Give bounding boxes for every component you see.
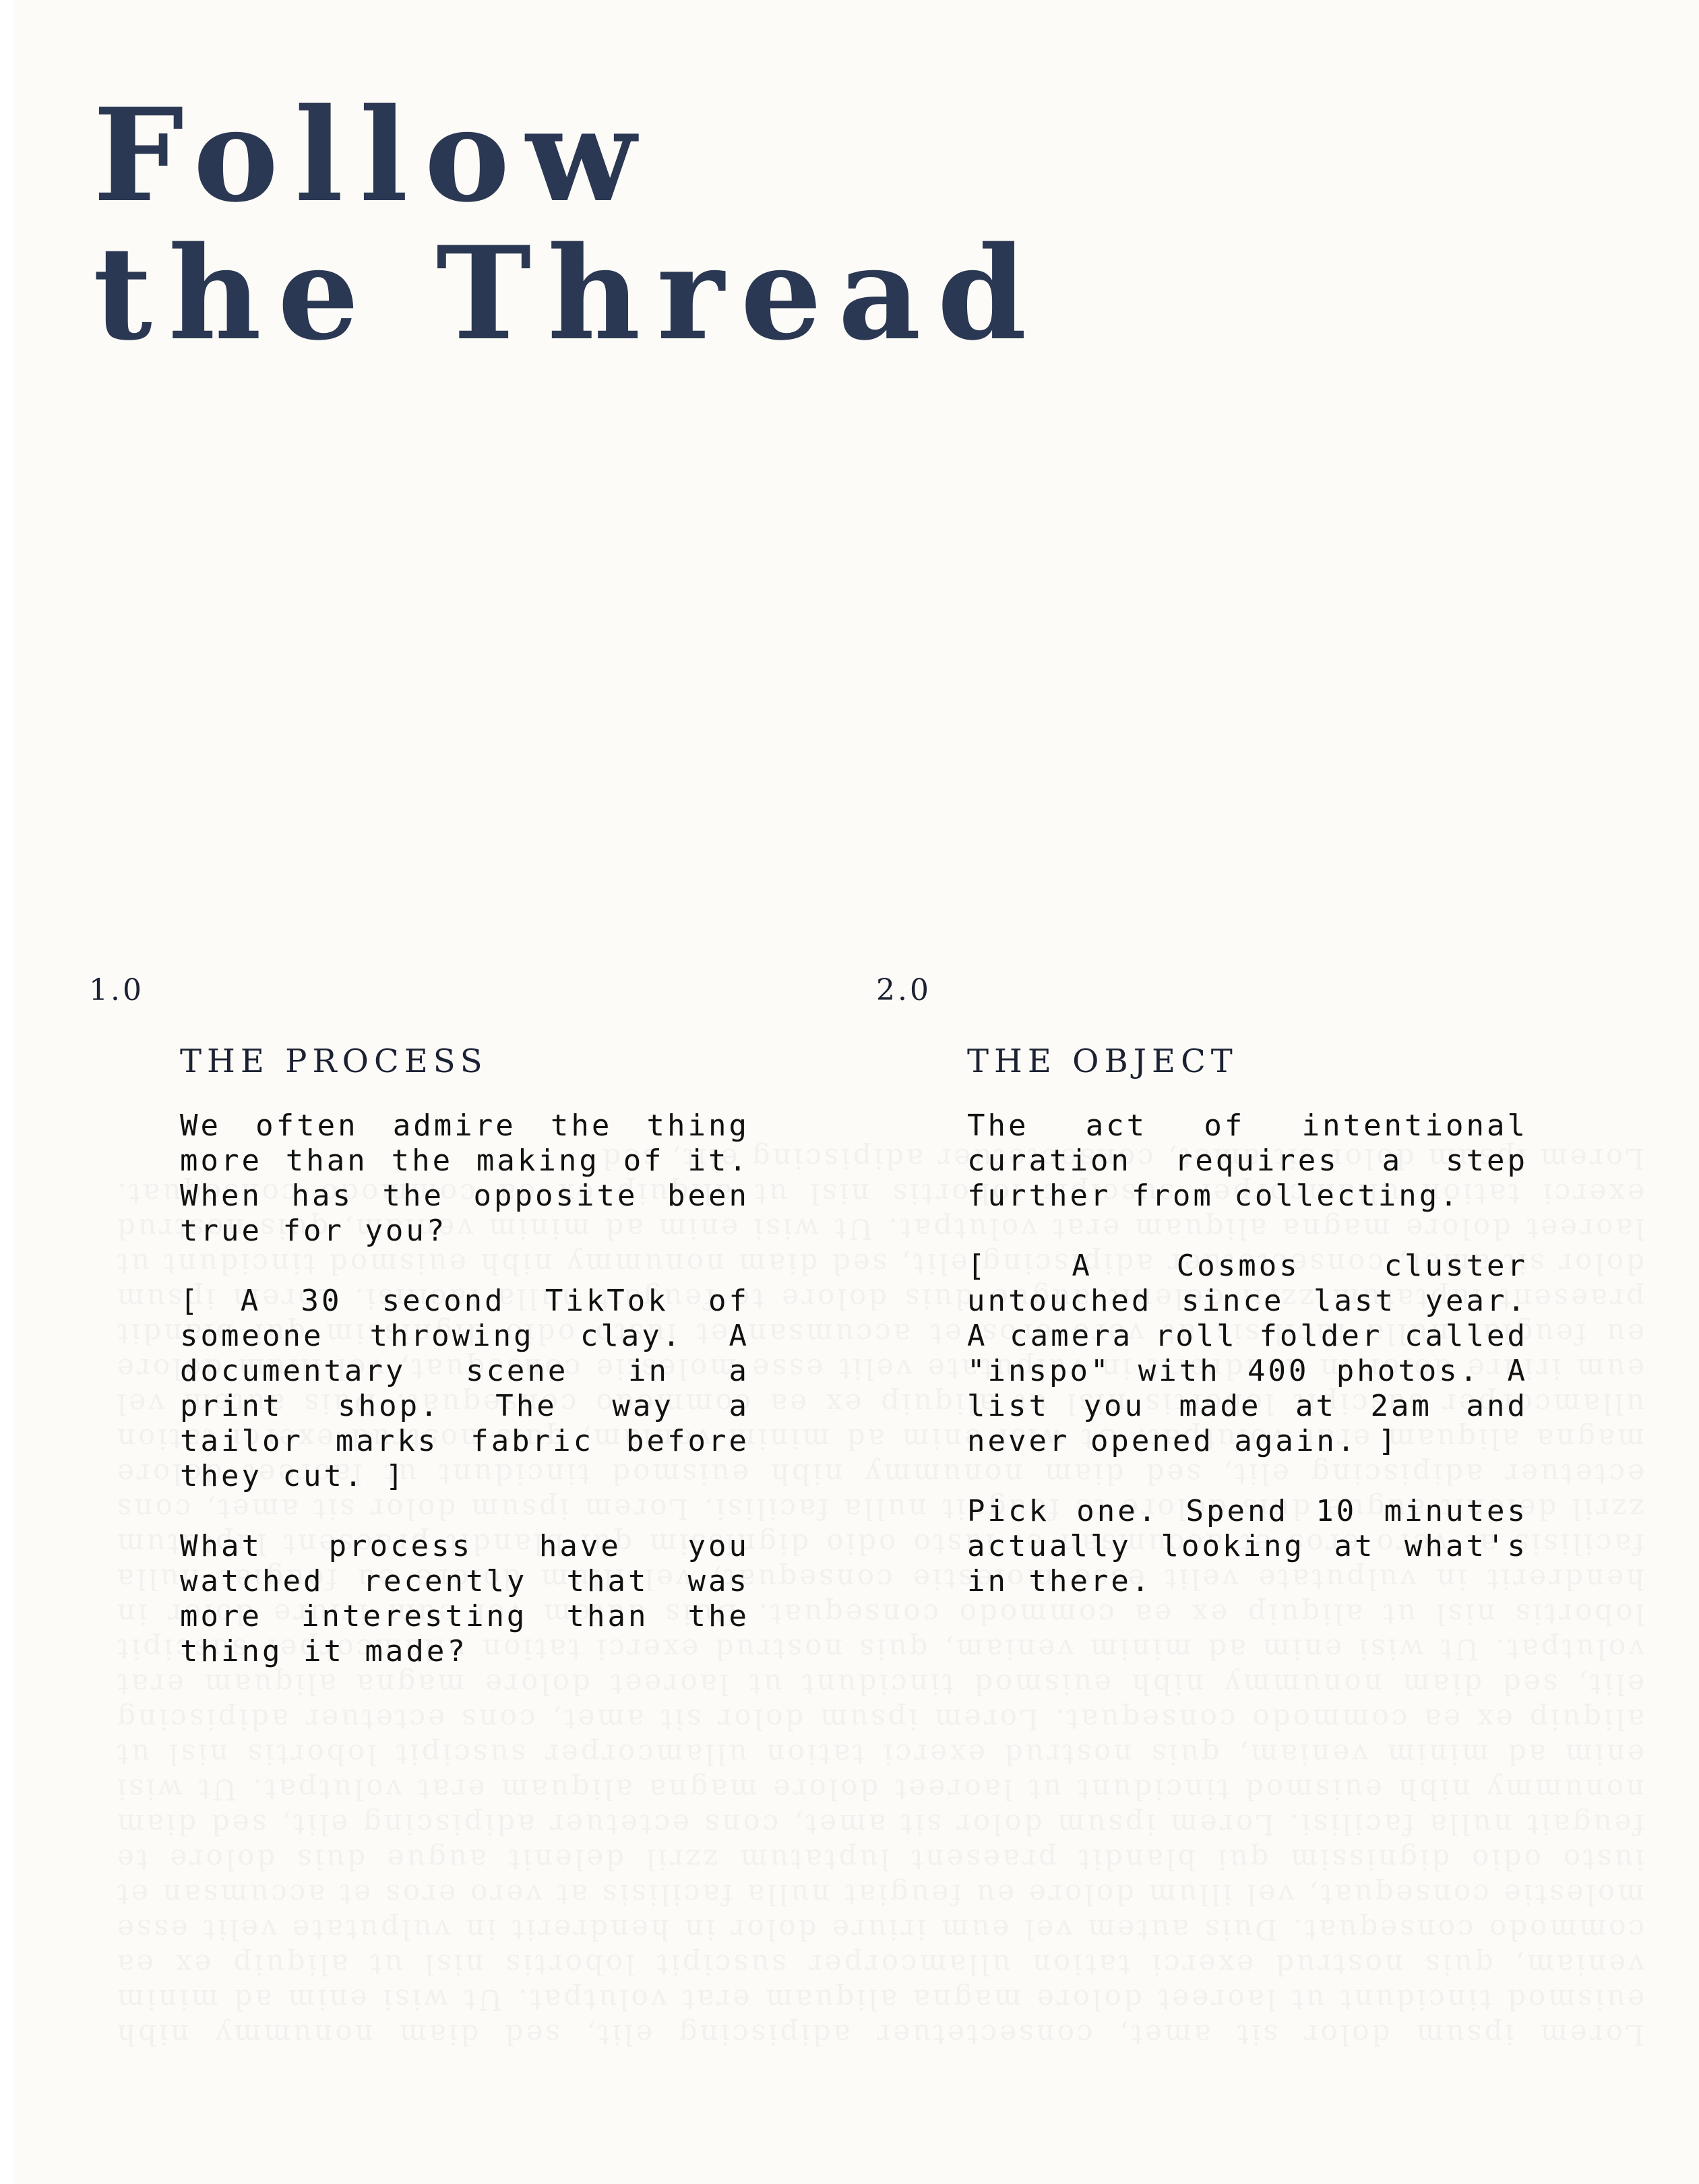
section-body xyxy=(180,1109,749,1669)
title-line-1: Follow xyxy=(93,80,652,230)
prompt-followup: What process have you watched recently that was more interesting than the thing it made? xyxy=(180,1529,749,1668)
section-number: 1.0 xyxy=(89,973,144,1007)
prompt-question: We often admire the thing more than the making of it. When has the opposite been true for you? xyxy=(180,1109,749,1248)
section-number: 2.0 xyxy=(876,973,931,1007)
prompt-statement: The act of intentional curation requires a step further from collecting. xyxy=(967,1109,1528,1213)
section-heading: THE OBJECT xyxy=(967,1042,1238,1080)
worksheet-page xyxy=(13,0,1686,2184)
prompt-examples: [ A 30 second TikTok of someone throwing clay. A documentary scene in a print shop. The way a tailor marks fabric before they cut. ] xyxy=(180,1284,749,1493)
page-margin xyxy=(0,0,13,2184)
title-line-2: the Thread xyxy=(93,218,1043,369)
prompt-examples: [ A Cosmos cluster untouched since last year. A camera roll folder called "inspo" with 400 photos. A list you made at 2am and never opened again. ] xyxy=(967,1249,1528,1458)
section-heading: THE PROCESS xyxy=(180,1042,488,1080)
prompt-action: Pick one. Spend 10 minutes actually looking at what's in there. xyxy=(967,1494,1528,1598)
section-process xyxy=(89,970,749,1669)
section-object xyxy=(876,970,1528,1599)
page-title xyxy=(93,80,1043,369)
section-body xyxy=(967,1109,1528,1599)
